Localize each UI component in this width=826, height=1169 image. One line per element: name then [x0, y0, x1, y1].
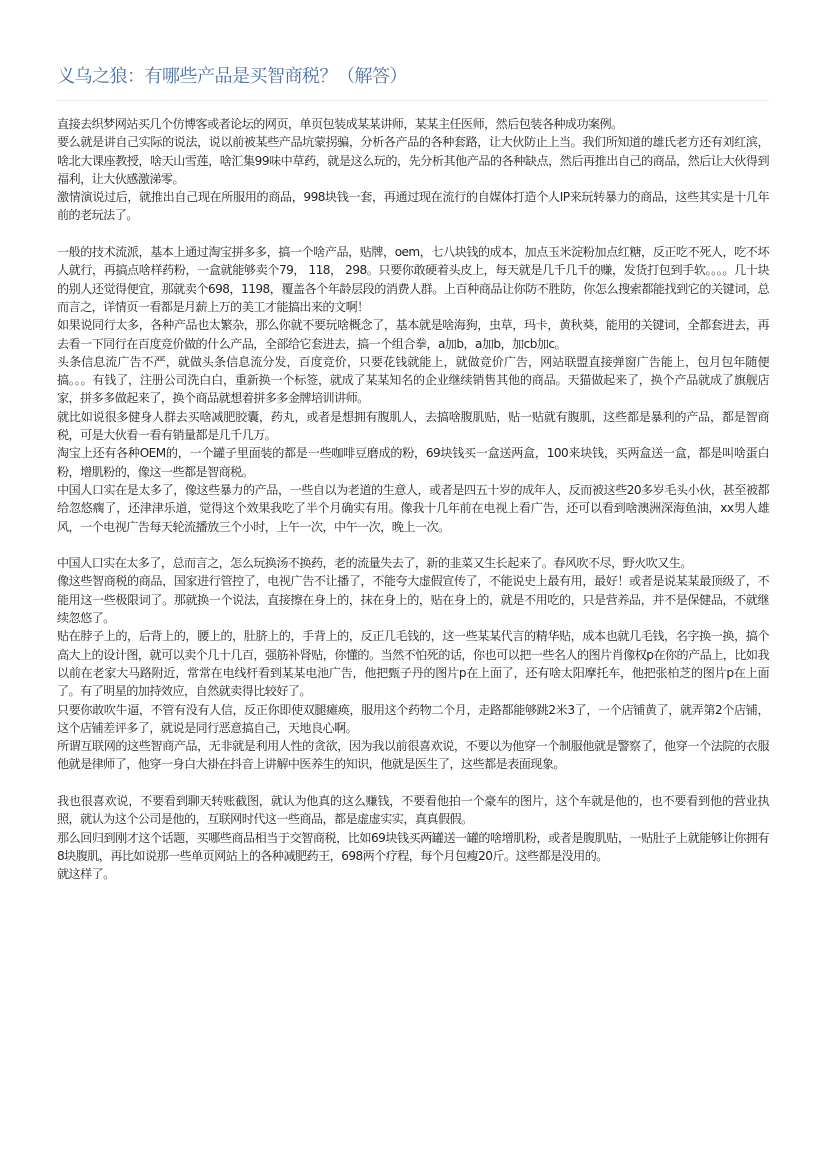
article-paragraph: 激情演说过后，就推出自己现在所服用的商品，998块钱一套，再通过现在流行的自媒体打造个人IP来玩转暴力的商品，这些其实是十几年前的老玩法了。 — [57, 190, 769, 223]
document-page — [57, 62, 769, 883]
article-paragraph: 中国人口实在太多了，总而言之，怎么玩换汤不换药，老的流量失去了，新的韭菜又生长起来了。春风吹不尽，野火吹又生。 — [57, 556, 692, 571]
article-title: 义乌之狼：有哪些产品是买智商税？（解答） — [57, 66, 407, 87]
article-paragraph: 所谓互联网的这些智商产品，无非就是利用人性的贪欲，因为我以前很喜欢说，不要以为他穿一个制服他就是警察了，他穿一个法院的衣服他就是律师了，他穿一身白大褂在抖音上讲解中医养生的知识，他就是医生了，这些都是表面现象。 — [57, 739, 769, 772]
blank-line — [57, 536, 769, 554]
article-paragraph: 头条信息流广告不严，就做头条信息流分发，百度竞价，只要花钱就能上，就做竞价广告，网站联盟直接弹窗广告能上，包月包年随便搞。。。有钱了，注册公司洗白白，重新换一个标签，就成了某某知名的企业继续销售其他的商品。天猫做起来了，换个产品就成了旗舰店家，拼多多做起来了，换个商品就想着拼多多金牌培训讲师。 — [57, 354, 769, 406]
blank-line — [57, 774, 769, 792]
article-paragraph: 像这些智商税的商品，国家进行管控了，电视广告不让播了，不能夸大虚假宣传了，不能说史上最有用，最好！或者是说某某最顶级了，不能用这一些极限词了。那就换一个说法，直接擦在身上的，抹在身上的，贴在身上的，就是不用吃的，只是营养品，并不是保健品，不就继续忽悠了。 — [57, 574, 769, 626]
article-paragraph: 如果说同行太多，各种产品也太繁杂，那么你就不要玩啥概念了，基本就是啥海狗，虫草，玛卡，黄秋葵，能用的关键词，全都套进去，再去看一下同行在百度竞价做的什么产品，全部给它套进去，搞一个组合拳，a加b，a加b，加cb加c。 — [57, 318, 769, 351]
title-divider — [57, 100, 769, 101]
blank-line — [57, 225, 769, 243]
article-paragraph: 就这样了。 — [57, 867, 115, 882]
article-paragraph: 那么回归到刚才这个话题，买哪些商品相当于交智商税，比如69块钱买两罐送一罐的啥增肌粉，或者是腹肌贴，一贴肚子上就能够让你拥有8块腹肌，再比如说那一些单页网站上的各种减肥药王，698两个疗程，每个月包瘦20斤。这些都是没用的。 — [57, 830, 769, 863]
article-paragraph: 就比如说很多健身人群去买啥减肥胶囊，药丸，或者是想拥有腹肌人，去搞啥腹肌贴，贴一贴就有腹肌，这些都是暴利的产品，都是智商税，可是大伙看一看有销量都是几千几万。 — [57, 409, 769, 443]
article-paragraph: 我也很喜欢说，不要看到聊天转账截图，就认为他真的这么赚钱，不要看他拍一个豪车的图片，这个车就是他的，也不要看到他的营业执照，就认为这个公司是他的，互联网时代这一些商品，都是虚虚实实，真真假假。 — [57, 793, 769, 827]
article-paragraph: 淘宝上还有各种OEM的，一个罐子里面装的都是一些咖啡豆磨成的粉，69块钱买一盒送两盒，100来块钱，买两盒送一盒，都是叫啥蛋白粉，增肌粉的，像这一些都是智商税。 — [57, 446, 769, 479]
article-paragraph: 要么就是讲自己实际的说法，说以前被某些产品坑蒙拐骗，分析各产品的各种套路，让大伙防止上当。我们所知道的雄氏老方还有刘红滨，啥北大课座教授，啥天山雪莲，啥汇集99味中草药，就是这么玩的，先分析其他产品的各种缺点，然后再推出自己的商品，然后让大伙得到福利，让大伙感激涕零。 — [57, 135, 769, 186]
article-body — [57, 115, 769, 883]
article-paragraph: 一般的技术流派，基本上通过淘宝拼多多，搞一个啥产品，贴牌，oem，七八块钱的成本，加点玉米淀粉加点红糖，反正吃不死人，吃不坏人就行，再搞点啥样药粉，一盒就能够卖个79， 118， 298。只要你敢硬着头皮上，每天就是几千几千的赚，发货打包到手软。。。。几十块的别人还觉得便宜，那就卖个698，1198，覆盖各个年龄层段的消费人群。上百种商品让你防不胜防，你怎么搜索都能找到它的关键词，总而言之，详情页一看都是月薪上万的美工才能搞出来的文啊！ — [57, 245, 769, 314]
article-paragraph: 中国人口实在是太多了，像这些暴力的产品，一些自以为老道的生意人，或者是四五十岁的成年人，反而被这些20多岁毛头小伙，甚至被都给忽悠瘸了，还津津乐道，觉得这个效果我吃了半个月确实有用。像我十几年前在电视上看广告，还可以看到啥澳洲深海鱼油，xx男人雄风，一个电视广告每天轮流播放三个小时，上午一次，中午一次，晚上一次。 — [57, 482, 769, 534]
article-paragraph: 直接去织梦网站买几个仿博客或者论坛的网页，单页包装成某某讲师，某某主任医师，然后包装各种成功案例。 — [57, 117, 623, 131]
article-paragraph: 只要你敢吹牛逼，不管有没有人信，反正你即使双腿瘫痪，服用这个药物二个月，走路都能够跳2米3了，一个店铺黄了，就弄第2个店铺，这个店铺差评多了，就说是同行恶意搞自己，天地良心啊。 — [57, 702, 769, 735]
article-paragraph: 贴在脖子上的，后背上的，腰上的，肚脐上的，手背上的，反正几毛钱的，这一些某某代言的精华贴，成本也就几毛钱，名字换一换，搞个高大上的设计图，就可以卖个几十几百，强筋补肾贴，你懂的。当然不怕死的话，你也可以把一些名人的图片肖像权p在你的产品上，比如我以前在老家大马路附近，常常在电线杆看到某某电池广告，他把甄子丹的图片p在上面了，还有啥太阳摩托车，他把张柏芝的图片p在上面了。有了明星的加持效应，自然就卖得比较好了。 — [57, 629, 769, 699]
